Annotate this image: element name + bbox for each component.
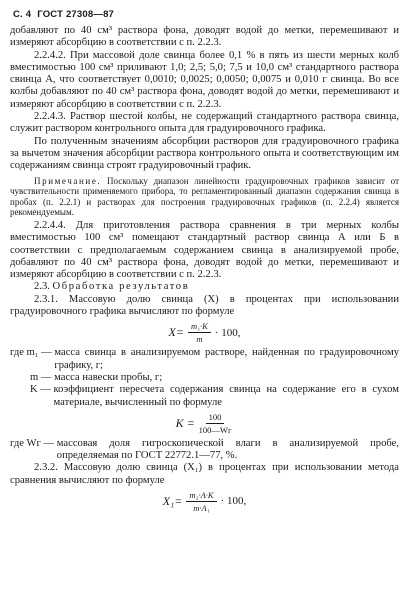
formula-x1 xyxy=(10,490,399,513)
formula-x-numerator: m₁·K xyxy=(188,321,211,333)
paragraph-2-2-4-4: 2.2.4.4. Для приготовления раствора сравнения в три мерных колбы вместимостью 100 см³ помещают стандартный раствор свинца А или Б в соответствии с предполагаемым содержанием свинца в анализируемой пробе, добавляют по 40 см³ раствора фона, доводят водой до метки, перемешивают и измеряют абсорбцию в соответствии с п. 2.2.3. xyxy=(10,219,399,281)
definition-m1 xyxy=(10,347,399,372)
standard-code: ГОСТ 27308—87 xyxy=(37,9,115,20)
definition-m xyxy=(10,372,399,384)
definitions-list-2 xyxy=(10,438,399,463)
definition-text: масса навески пробы, г; xyxy=(54,371,163,383)
formula-x xyxy=(10,321,399,344)
formula-x1-denominator: m·A₁ xyxy=(193,502,210,513)
section-number: 2.3. xyxy=(34,281,50,293)
definition-lead: где m₁ — xyxy=(10,347,55,359)
definition-lead: m — xyxy=(30,371,55,383)
definition-wg xyxy=(10,438,399,463)
formula-x-fraction xyxy=(188,321,211,344)
formula-x1-fraction xyxy=(186,490,216,513)
note-label: Примечание. xyxy=(34,175,102,186)
note-block xyxy=(10,176,399,218)
definition-text: масса свинца в анализируемом растворе, найденная по градуировочному графику, г; xyxy=(54,347,399,371)
definition-lead: K — xyxy=(30,384,54,396)
formula-x1-numerator: m₂·A·K xyxy=(186,490,216,502)
formula-x-denominator: m xyxy=(196,334,203,345)
page-number: С. 4 xyxy=(13,9,32,20)
paragraph-graph: По полученным значениям абсорбции растворов для градуировочного графика за вычетом значения абсорбции раствора контрольного опыта и соответствующим им содержаниям свинца строят градуировочный график. xyxy=(10,135,399,172)
definitions-list-1 xyxy=(10,347,399,408)
formula-k-lhs: K = xyxy=(175,415,195,430)
definition-text: массовая доля гигроскопической влаги в анализируемой пробе, определяемая по ГОСТ 22772.1—77, %. xyxy=(56,437,399,462)
formula-x1-tail: · 100, xyxy=(220,495,247,508)
formula-k-denominator: 100—Wг xyxy=(198,424,232,435)
definition-lead: где Wг — xyxy=(10,437,57,449)
page-header xyxy=(13,9,399,20)
formula-k xyxy=(10,412,399,435)
paragraph-2-2-4-2: 2.2.4.2. При массовой доле свинца более 0,1 % в пять из шести мерных колб вместимостью 100 см³ приливают 1,0; 2,5; 5,0; 7,5 и 10,0 см³ стандартного раствора свинца А, что соответствует 0,0010; 0,0025; 0,0050; 0,0075 и 0,010 г свинца. Во все колбы добавляют по 40 см³ раствора фона, доводят водой до метки, перемешивают и измеряют абсорбцию в соответствии с п. 2.2.3. xyxy=(10,49,399,110)
paragraph-2-2-4-3: 2.2.4.3. Раствор шестой колбы, не содержащий стандартного раствора свинца, служит раствором контрольного опыта для градуировочного графика. xyxy=(10,111,399,135)
section-title: Обработка результатов xyxy=(52,281,190,293)
formula-x-tail: · 100, xyxy=(214,326,241,339)
formula-x1-lhs: X₁= xyxy=(162,493,183,508)
definition-k xyxy=(10,384,399,409)
paragraph-continuation: добавляют по 40 см³ раствора фона, доводят водой до метки, перемешивают и измеряют абсорбцию в соответствии с п. 2.2.3. xyxy=(10,25,399,49)
formula-x-lhs: X= xyxy=(168,325,184,340)
section-heading-2-3 xyxy=(10,281,399,293)
formula-k-fraction xyxy=(199,412,232,435)
paragraph-2-3-2: 2.3.2. Массовую долю свинца (X₁) в процентах при использовании метода сравнения вычисляют по формуле xyxy=(10,462,399,486)
paragraph-2-3-1: 2.3.1. Массовую долю свинца (X) в процентах при использовании градуировочного графика вычисляют по формуле xyxy=(10,293,399,318)
formula-k-numerator: 100 xyxy=(206,412,225,424)
definition-text: коэффициент пересчета содержания свинца на содержание его в сухом материале, вычисленный по формуле xyxy=(53,384,399,408)
note-text: Поскольку диапазон линейности градуировочных графиков зависит от чувствительности применяемого прибора, то регламентированный диапазон содержания свинца в пробах (п. 2.2.1) и растворах для построения градуировочных графиков (п. 2.2.4) является рекомендуемым. xyxy=(10,175,399,218)
